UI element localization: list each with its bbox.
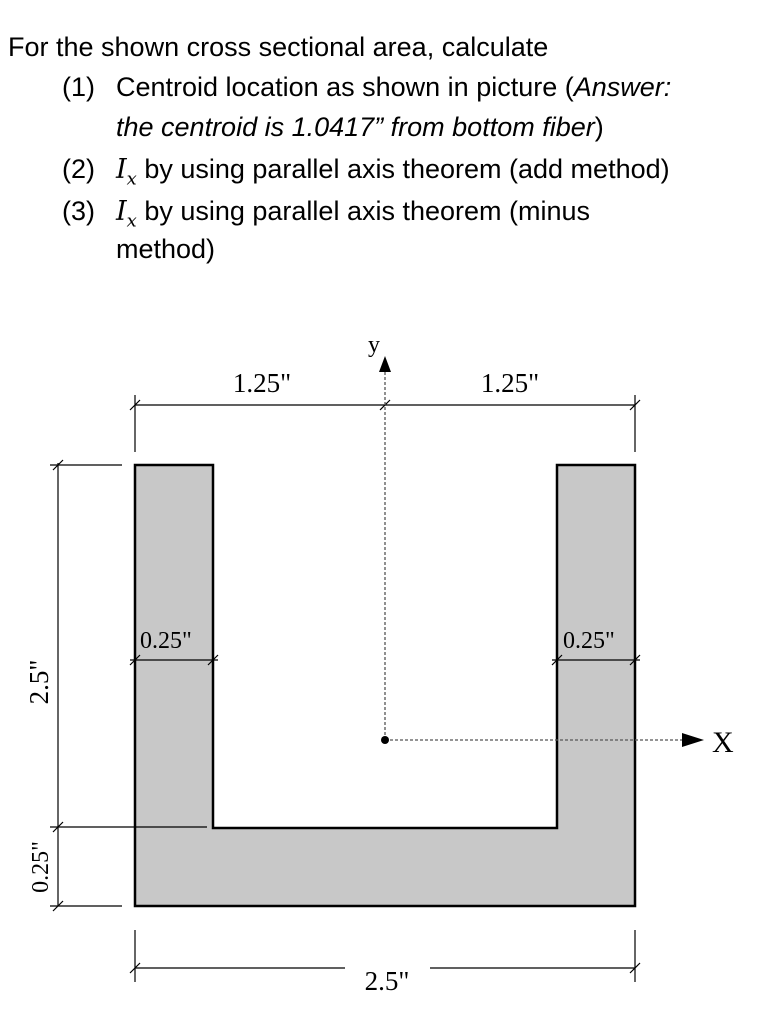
dim-base-thickness-label: 0.25" <box>28 841 54 893</box>
centroid-point <box>381 736 389 744</box>
item-3-number: (3) <box>62 196 95 226</box>
item-2-text: by using parallel axis theorem (add method) <box>136 154 670 184</box>
dim-bottom-width-label: 2.5" <box>364 966 410 996</box>
dim-top-left-label: 1.25" <box>232 368 292 398</box>
dim-left-thickness-label: 0.25" <box>140 628 192 654</box>
y-axis-label: y <box>368 332 380 358</box>
item-2-number: (2) <box>62 154 95 184</box>
problem-intro: For the shown cross sectional area, calculate <box>8 32 549 62</box>
item-1-closing: ) <box>594 112 604 142</box>
item-2 <box>62 152 670 196</box>
x-axis-arrow-icon <box>682 733 704 747</box>
cross-section-figure <box>0 300 766 1010</box>
u-channel-shape <box>135 465 635 906</box>
x-axis-label: X <box>712 726 734 759</box>
item-1-answer-label: Answer: <box>573 72 672 102</box>
y-axis-arrow-icon <box>379 356 391 372</box>
dim-height-label: 2.5" <box>24 659 54 705</box>
item-1-answer-text: the centroid is 1.0417” from bottom fiber <box>116 112 595 142</box>
dim-top-right-label: 1.25" <box>480 368 540 398</box>
item-1-text: Centroid location as shown in picture ( <box>116 72 574 102</box>
item-3-symbol: $I_x$ <box>116 196 137 232</box>
dim-right-thickness-label: 0.25" <box>563 628 615 654</box>
item-2-symbol: $I_x$ <box>116 154 137 190</box>
item-1-number: (1) <box>62 72 95 102</box>
item-1 <box>62 70 671 104</box>
item-1-line2 <box>116 110 604 144</box>
item-3-text: by using parallel axis theorem (minus <box>136 196 591 226</box>
item-3-line2: method) <box>116 234 216 264</box>
